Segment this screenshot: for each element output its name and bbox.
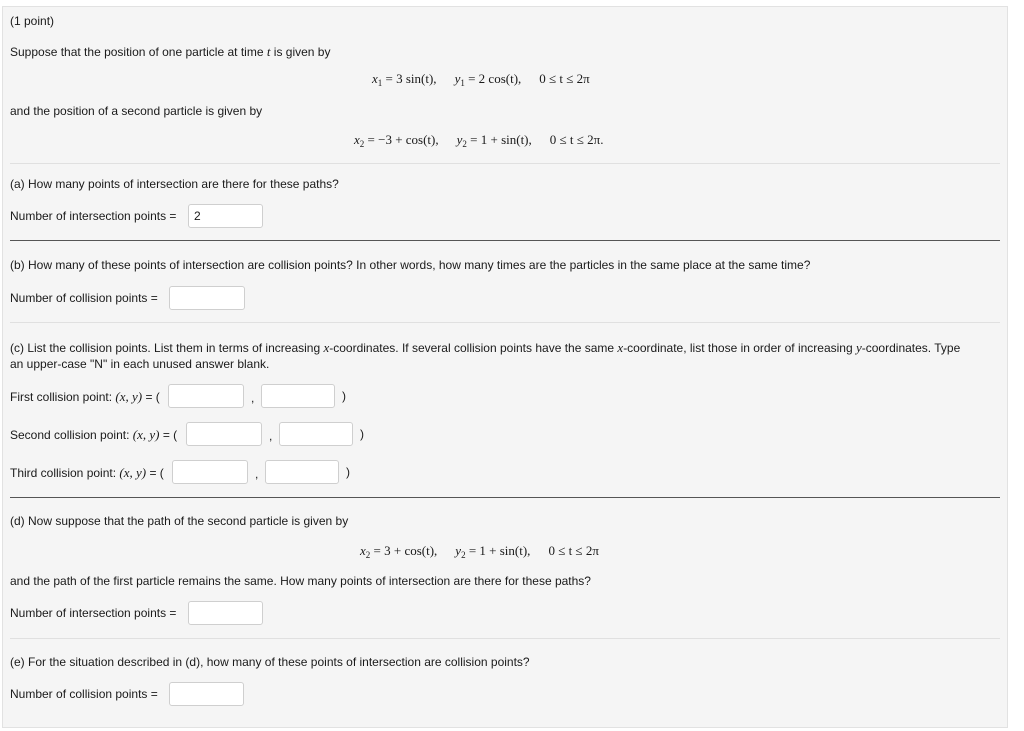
- divider: [10, 163, 1000, 164]
- second-collision-label-row: [10, 427, 177, 443]
- equation-2: [354, 132, 603, 149]
- first-collision-label: First collision point:: [10, 390, 113, 404]
- divider: [10, 322, 1000, 323]
- divider: [10, 638, 1000, 639]
- part-d-intro: (d) Now suppose that the path of the second particle is given by: [10, 514, 349, 528]
- eq2-x-rhs: = −3 + cos(t),: [364, 132, 439, 147]
- part-c-instructions-line1: [10, 340, 960, 356]
- part-c-text-a: (c) List the collision points. List them in terms of increasing: [10, 341, 324, 355]
- part-a-label: Number of intersection points =: [10, 209, 177, 223]
- part-c-text-d: -coordinates. Type: [861, 341, 961, 355]
- equals-open-paren: = (: [162, 428, 178, 442]
- eqd-x-sub: 2: [365, 550, 371, 560]
- intro-t-variable: t: [266, 44, 271, 59]
- part-c-x-var-2: x: [617, 340, 624, 355]
- first-collision-label-row: [10, 389, 160, 405]
- eq2-x-sub: 2: [359, 139, 365, 149]
- points-label: (1 point): [10, 14, 55, 28]
- part-d-label: Number of intersection points =: [10, 606, 177, 620]
- close-paren: ): [342, 389, 346, 403]
- eq1-y-lhs: y: [454, 71, 461, 86]
- eq2-y-lhs: y: [456, 132, 463, 147]
- xy-notation: (x, y): [115, 389, 143, 404]
- first-collision-x-input[interactable]: [168, 384, 244, 408]
- xy-notation: (x, y): [132, 427, 160, 442]
- part-d-intersection-input[interactable]: [188, 601, 263, 625]
- comma-separator: ,: [251, 391, 255, 405]
- third-collision-x-input[interactable]: [172, 460, 248, 484]
- eq1-range: 0 ≤ t ≤ 2π: [539, 71, 590, 86]
- part-a-question: (a) How many points of intersection are there for these paths?: [10, 177, 339, 191]
- second-collision-x-input[interactable]: [186, 422, 262, 446]
- eq2-y-rhs: = 1 + sin(t),: [466, 132, 532, 147]
- first-collision-y-input[interactable]: [261, 384, 335, 408]
- intro-text-a: Suppose that the position of one particle at time: [10, 45, 267, 59]
- eqd-y-sub: 2: [461, 550, 466, 560]
- eq2-y-sub: 2: [462, 139, 467, 149]
- close-paren: ): [360, 427, 364, 441]
- second-particle-text: and the position of a second particle is given by: [10, 104, 263, 118]
- comma-separator: ,: [255, 467, 259, 481]
- part-c-y-var: y: [855, 340, 862, 355]
- eq1-x-lhs: x: [372, 71, 378, 86]
- eqd-y-rhs: = 1 + sin(t),: [465, 543, 531, 558]
- equals-open-paren: = (: [145, 390, 160, 404]
- xy-notation: (x, y): [119, 465, 147, 480]
- intro-text: [10, 44, 330, 60]
- eq1-x-rhs: = 3 sin(t),: [382, 71, 437, 86]
- part-e-label: Number of collision points =: [10, 687, 158, 701]
- divider: [10, 497, 1000, 498]
- eq1-y-sub: 1: [460, 78, 465, 88]
- eqd-y-lhs: y: [455, 543, 462, 558]
- part-b-question: (b) How many of these points of intersection are collision points? In other words, how many times are the particles in the same place at the same time?: [10, 258, 811, 272]
- part-a-intersection-input[interactable]: 2: [188, 204, 263, 228]
- equation-d: [360, 543, 599, 560]
- third-collision-label: Third collision point:: [10, 466, 117, 480]
- eq2-x-lhs: x: [354, 132, 360, 147]
- eq2-range: 0 ≤ t ≤ 2π.: [549, 132, 604, 147]
- part-e-collision-input[interactable]: [169, 682, 244, 706]
- divider: [10, 240, 1000, 241]
- part-d-after-text: and the path of the first particle remains the same. How many points of intersection are there for these paths?: [10, 574, 591, 588]
- equation-1: [372, 71, 590, 88]
- eq1-y-rhs: = 2 cos(t),: [464, 71, 522, 86]
- eqd-x-lhs: x: [360, 543, 366, 558]
- close-paren: ): [346, 465, 350, 479]
- part-c-text-b: -coordinates. If several collision points have the same: [329, 341, 618, 355]
- third-collision-y-input[interactable]: [265, 460, 339, 484]
- second-collision-y-input[interactable]: [279, 422, 353, 446]
- eq1-x-sub: 1: [377, 78, 383, 88]
- part-c-x-var: x: [323, 340, 330, 355]
- equals-open-paren: = (: [149, 466, 164, 480]
- intro-text-b: is given by: [270, 45, 331, 59]
- comma-separator: ,: [269, 429, 273, 443]
- part-b-collision-input[interactable]: [169, 286, 245, 310]
- part-e-question: (e) For the situation described in (d), how many of these points of intersection are collision points?: [10, 655, 530, 669]
- part-b-label: Number of collision points =: [10, 291, 158, 305]
- second-collision-label: Second collision point:: [10, 428, 130, 442]
- part-c-instructions-line2: an upper-case "N" in each unused answer blank.: [10, 357, 270, 371]
- part-c-text-c: -coordinate, list those in order of increasing: [623, 341, 856, 355]
- eqd-x-rhs: = 3 + cos(t),: [370, 543, 438, 558]
- eqd-range: 0 ≤ t ≤ 2π: [548, 543, 599, 558]
- third-collision-label-row: [10, 465, 164, 481]
